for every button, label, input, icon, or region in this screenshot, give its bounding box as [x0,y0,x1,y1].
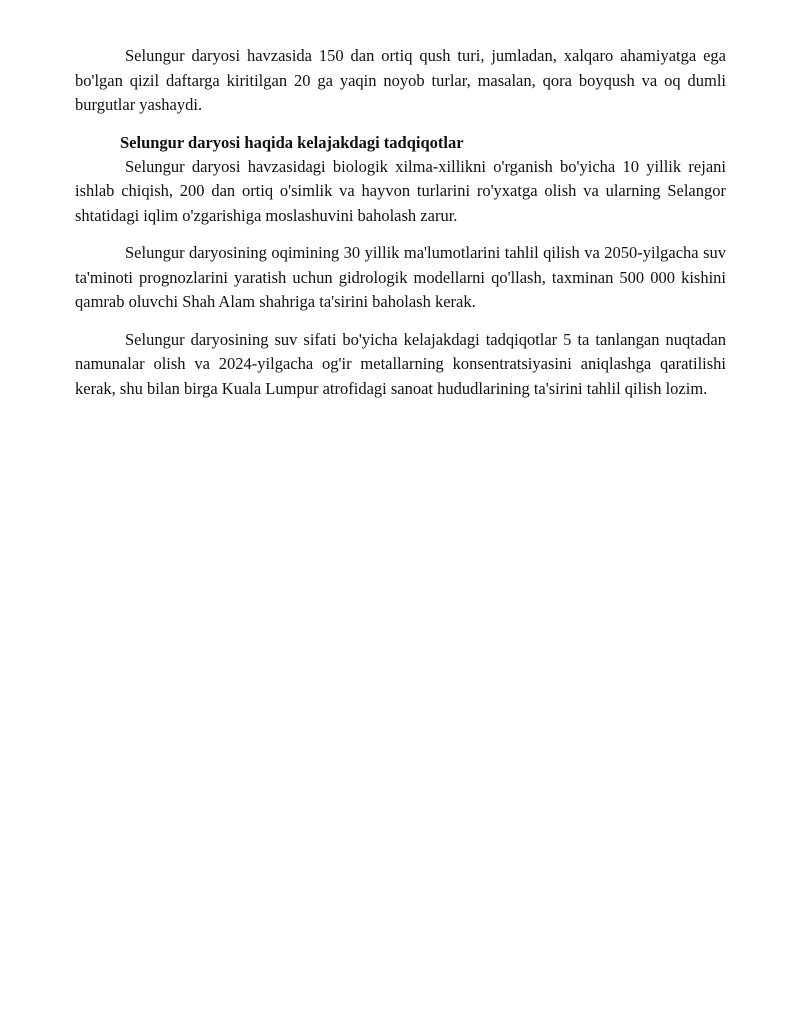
paragraph-biodiversity: Selungur daryosi havzasidagi biologik xilma-xillikni o'rganish bo'yicha 10 yillik rejani ishlab chiqish, 200 dan ortiq o'simlik va hayvon turlarini ro'yxatga olish va ularning Selangor shtatidagi iqlim o'zgarishiga moslashuvini baholash zarur. [75,156,726,225]
paragraph-water-quality: Selungur daryosining suv sifati bo'yicha kelajakdagi tadqiqotlar 5 ta tanlangan nuqtadan namunalar olish va 2024-yilgacha og'ir metallarning konsentratsiyasini aniqlashga qaratilishi kerak, shu bilan birga Kuala Lumpur atrofidagi sanoat hududlarining ta'sirini tahlil qilish lozim. [75,329,726,398]
paragraph-birds: Selungur daryosi havzasida 150 dan ortiq qush turi, jumladan, xalqaro ahamiyatga ega bo'lgan qizil daftarga kiritilgan 20 ga yaqin noyob turlar, masalan, qora boyqush va oq dumli burgutlar yashaydi. [75,46,726,114]
section-heading: Selungur daryosi haqida kelajakdagi tadqiqotlar [120,132,464,152]
document-page [75,44,726,401]
paragraph-hydrology: Selungur daryosining oqimining 30 yillik ma'lumotlarini tahlil qilish va 2050-yilgacha suv ta'minoti prognozlarini yaratish uchun gidrologik modellarni qo'llash, taxminan 500 000 kishini qamrab oluvchi Shah Alam shahriga ta'sirini baholash kerak. [75,243,726,311]
